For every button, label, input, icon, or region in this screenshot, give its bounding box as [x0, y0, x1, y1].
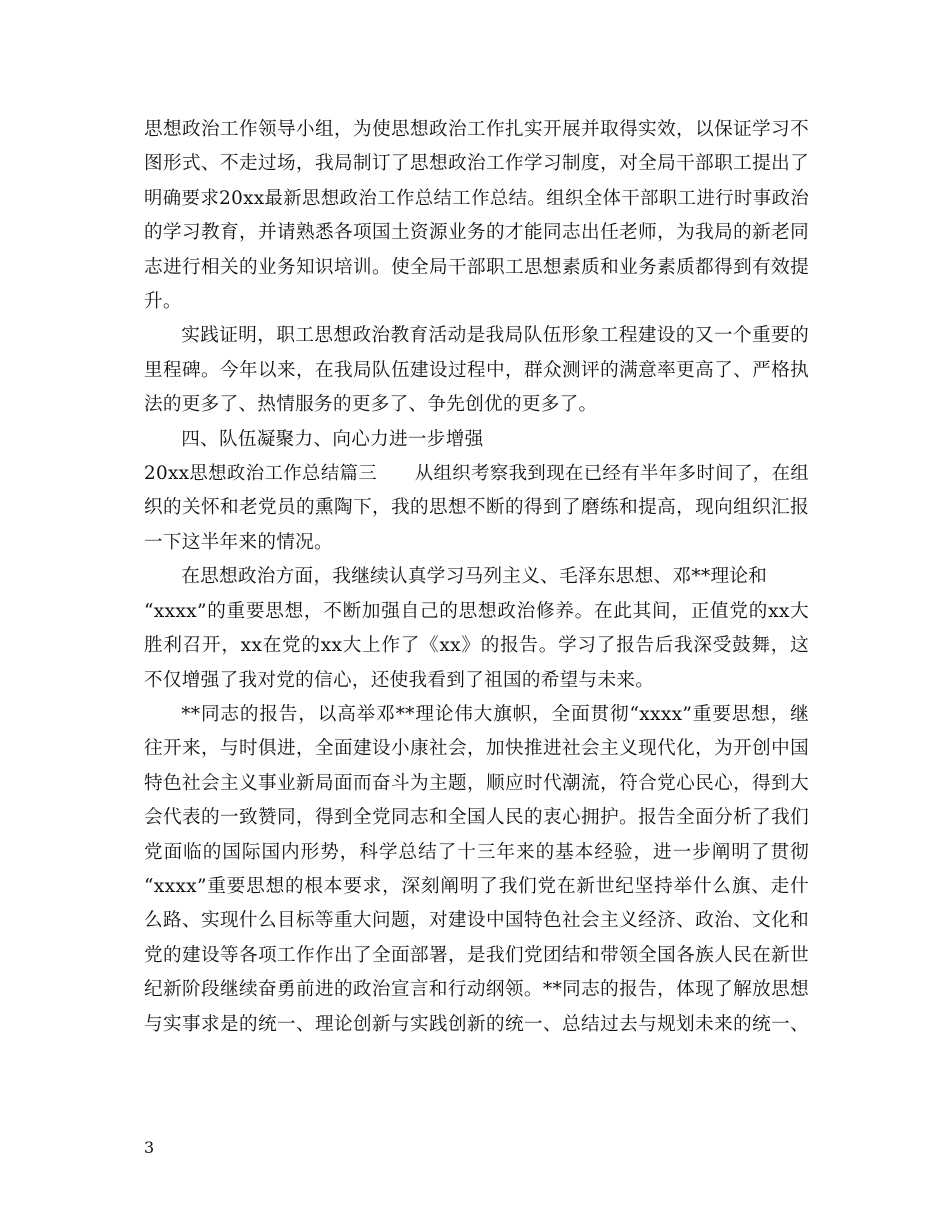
section-heading	[144, 423, 809, 457]
text-line: 明确要求20xx最新思想政治工作总结工作总结。组织全体干部职工进行时事政治	[144, 187, 809, 209]
text-line: 与实事求是的统一、理论创新与实践创新的统一、总结过去与规划未来的统一、	[144, 1013, 809, 1035]
text-line: 实践证明，职工思想政治教育活动是我局队伍形象工程建设的又一个重要的	[181, 325, 809, 347]
text-line: 不仅增强了我对党的信心，还使我看到了祖国的希望与未来。	[144, 669, 655, 691]
text-line: 志进行相关的业务知识培训。使全局干部职工思想素质和业务素质都得到有效提	[144, 256, 809, 278]
paragraph-practice-proof	[144, 319, 809, 422]
paragraph-political-thought	[144, 560, 809, 698]
text-line: **同志的报告，以高举邓**理论伟大旗帜，全面贯彻“xxxx”重要思想，继	[181, 703, 809, 725]
text-line: 20xx思想政治工作总结篇三 从组织考察我到现在已经有半年多时间了，在组	[144, 463, 809, 485]
text-line: 升。	[144, 291, 182, 313]
text-line: 么路、实现什么目标等重大问题，对建设中国特色社会主义经济、政治、文化和	[144, 910, 809, 932]
section-heading-text: 四、队伍凝聚力、向心力进一步增强	[181, 428, 484, 450]
text-line: 特色社会主义事业新局面而奋斗为主题，顺应时代潮流，符合党心民心，得到大	[144, 772, 809, 794]
text-line: “xxxx”重要思想的根本要求，深刻阐明了我们党在新世纪坚持举什么旗、走什	[144, 875, 809, 897]
page-number: 3	[144, 1138, 155, 1157]
paragraph-study-system	[144, 113, 809, 319]
paragraph-part-three	[144, 457, 809, 560]
document-body	[144, 113, 809, 1042]
text-line: 法的更多了、热情服务的更多了、争先创优的更多了。	[144, 394, 598, 416]
text-line: 图形式、不走过场，我局制订了思想政治工作学习制度，对全局干部职工提出了	[144, 153, 809, 175]
text-line: 里程碑。今年以来，在我局队伍建设过程中，群众测评的满意率更高了、严格执	[144, 359, 809, 381]
paragraph-report	[144, 698, 809, 1042]
text-line: 在思想政治方面，我继续认真学习马列主义、毛泽东思想、邓**理论和	[181, 566, 768, 588]
text-line: “xxxx”的重要思想，不断加强自己的思想政治修养。在此其间，正值党的xx大	[144, 600, 809, 622]
text-line: 党的建设等各项工作作出了全面部署，是我们党团结和带领全国各族人民在新世	[144, 944, 809, 966]
text-line: 会代表的一致赞同，得到全党同志和全国人民的衷心拥护。报告全面分析了我们	[144, 807, 809, 829]
text-line: 纪新阶段继续奋勇前进的政治宣言和行动纲领。**同志的报告，体现了解放思想	[144, 979, 809, 1001]
text-line: 思想政治工作领导小组，为使思想政治工作扎实开展并取得实效，以保证学习不	[144, 119, 809, 140]
text-line: 党面临的国际国内形势，科学总结了十三年来的基本经验，进一步阐明了贯彻	[144, 841, 809, 863]
text-line: 往开来，与时俱进，全面建设小康社会，加快推进社会主义现代化，为开创中国	[144, 738, 809, 760]
text-line: 织的关怀和老党员的熏陶下，我的思想不断的得到了磨练和提高，现向组织汇报	[144, 497, 809, 519]
text-line: 一下这半年来的情况。	[144, 531, 333, 553]
text-line: 的学习教育，并请熟悉各项国土资源业务的才能同志出任老师，为我局的新老同	[144, 222, 809, 244]
text-line: 胜利召开，xx在党的xx大上作了《xx》的报告。学习了报告后我深受鼓舞，这	[144, 635, 809, 657]
